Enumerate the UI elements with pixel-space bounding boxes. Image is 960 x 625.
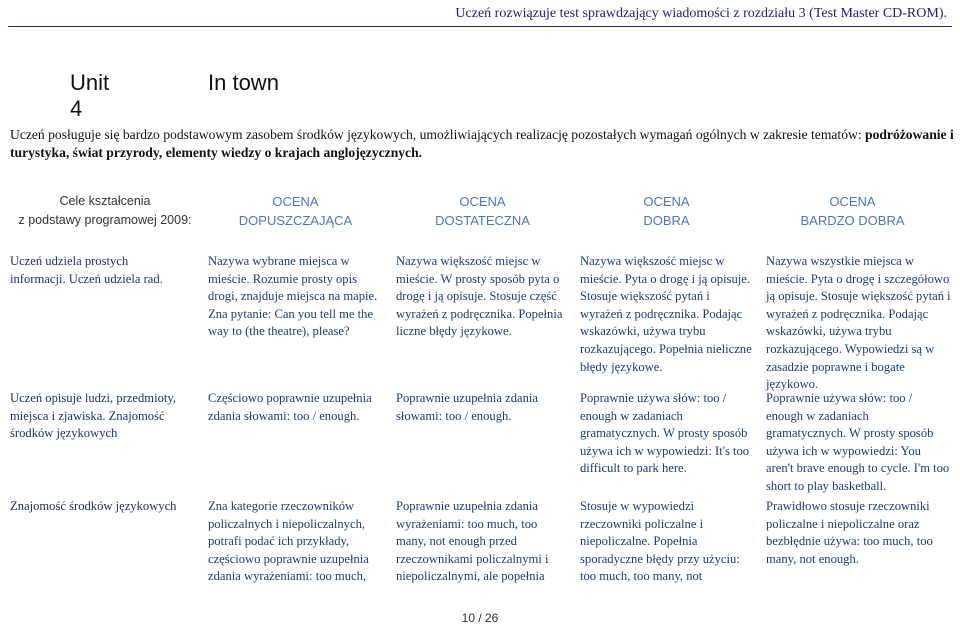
row1-dopuszczajaca: Nazywa wybrane miejsca w mieście. Rozumie prosty opis drogi, znajduje miejsca na mapie. Zna pytanie: Can you tell me the way to (the theatre), please? [208,254,378,339]
header-level-line2: BARDZO DOBRA [800,213,905,228]
intro-text: Uczeń posługuje się bardzo podstawowym zasobem środków językowych, umożliwiających realizację pozostałych wymagań ogólnych w zakresie tematów: [10,127,862,142]
unit-topic: In town [208,70,279,95]
header-level-line1: OCENA [459,194,506,209]
page-number: 10 / 26 [461,611,499,625]
header-dopuszczajaca [208,192,383,230]
row1-bardzo-dobra: Nazywa wszystkie miejsca w mieście. Pyta o drogę i szczegółowo ją opisuje. Stosuje większość pytań i wyrażeń z podręcznika. Podając wskazówki, używa trybu rozkazującego. Wypowiedzi są w zasadzie poprawne i bogate językowo. [766,254,951,392]
row1-cele: Uczeń udziela prostych informacji. Uczeń udziela rad. [10,254,163,286]
row2-dostateczna: Poprawnie uzupełnia zdania słowami: too / enough. [396,391,538,423]
intro-topics: podróżowanie i turystyka, świat przyrody, elementy wiedzy o krajach anglojęzycznych. [10,127,954,160]
row2-dopuszczajaca: Częściowo poprawnie uzupełnia zdania słowami: too / enough. [208,391,372,423]
row2-dobra: Poprawnie używa słów: too / enough w zadaniach gramatycznych. W prosty sposób używa ich w wypowiedzi: It's too difficult to park here. [580,391,750,476]
row3-dopuszczajaca: Zna kategorie rzeczowników policzalnych i niepoliczalnych, potrafi podać ich przykłady, częściowo poprawnie uzupełnia zdania wyrażeniami: too much, [208,499,369,584]
header-level-line2: DOPUSZCZAJĄCA [238,213,353,228]
header-dostateczna [395,192,570,230]
header-level-line1: OCENA [829,194,876,209]
row2-cele: Uczeń opisuje ludzi, przedmioty, miejsca i zjawiska. Znajomość środków językowych [10,391,176,441]
header-cele [10,192,200,230]
row3-dobra: Stosuje w wypowiedzi rzeczowniki policzalne i niepoliczalne. Popełnia sporadyczne błędy przy użyciu: too much, too many, not [580,499,740,584]
header-level-line2: DOSTATECZNA [435,213,530,228]
header-dobra [579,192,754,230]
row3-cele: Znajomość środków językowych [10,499,177,513]
document-header: Uczeń rozwiązuje test sprawdzający wiadomości z rozdziału 3 (Test Master CD-ROM). [8,6,952,27]
row3-bardzo-dobra: Prawidłowo stosuje rzeczowniki policzalne i niepoliczalne oraz bezbłędnie używa: too much, too many, not enough. [766,499,933,566]
row2-bardzo-dobra: Poprawnie używa słów: too / enough w zadaniach gramatycznych. W prosty sposób używa ich w wypowiedzi: You aren't brave enough to cycle. I'm too short to play basketball. [766,391,950,493]
row1-dobra: Nazywa większość miejsc w mieście. Pyta o drogę i ją opisuje. Stosuje większość pytań i wyrażeń z podręcznika. Podając wskazówki, używa trybu rozkazującego. Popełnia nieliczne błędy językowe. [580,254,752,374]
row1-dostateczna: Nazywa większość miejsc w mieście. W prosty sposób pyta o drogę i ją opisuje. Stosuje część wyrażeń z podręcznika. Popełnia liczne błędy językowe. [396,254,563,339]
unit-label: Unit 4 [70,70,110,121]
intro-paragraph [10,126,955,162]
header-bardzo-dobra [765,192,940,230]
header-level-line2: DOBRA [643,213,690,228]
row3-dostateczna: Poprawnie uzupełnia zdania wyrażeniami: too much, too many, not enough przed rzeczownikami policzalnymi i niepoliczalnymi, ale popełnia [396,499,549,584]
header-level-line1: OCENA [272,194,319,209]
header-cele-line2: z podstawy programowej 2009: [18,213,192,227]
header-level-line1: OCENA [643,194,690,209]
header-cele-line1: Cele kształcenia [59,194,151,208]
